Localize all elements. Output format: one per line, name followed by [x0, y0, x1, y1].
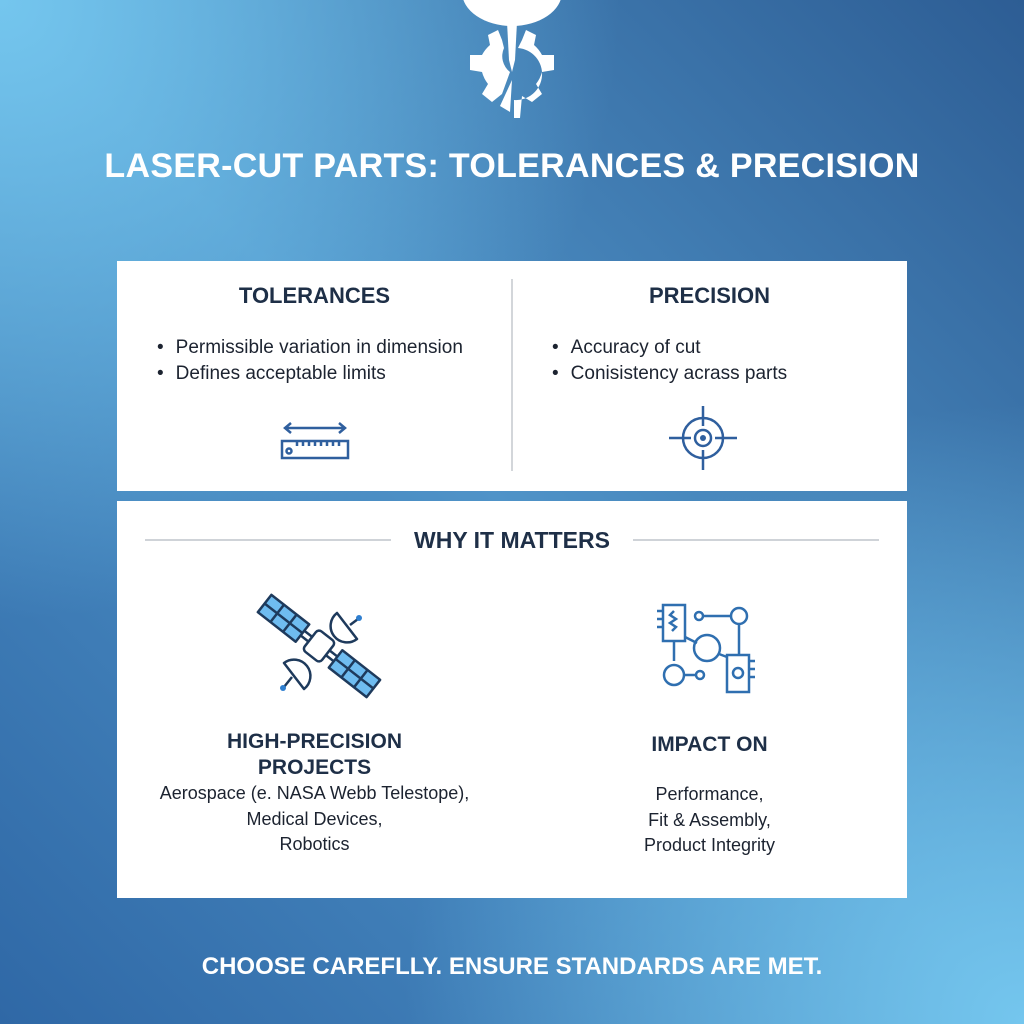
definitions-panel [117, 261, 907, 491]
projects-line: Robotics [279, 834, 350, 854]
page-title: LASER-CUT PARTS: TOLERANCES & PRECISION [104, 147, 920, 185]
projects-line: Aerospace (e. NASA Webb Telestope), [159, 783, 470, 803]
impact-line: Performance, [655, 784, 764, 804]
projects-line: Medical Devices, [246, 808, 383, 829]
crosshair-target-icon [667, 404, 739, 472]
precision-list [552, 335, 787, 387]
projects-heading-line: PROJECTS [257, 756, 372, 779]
why-header [145, 527, 879, 553]
list-item: • Defines acceptable limits [157, 361, 463, 387]
impact-line: Fit & Assembly, [648, 809, 771, 830]
precision-column [512, 261, 907, 491]
list-item: • Permissible variation in dimension [157, 335, 463, 361]
impact-heading: IMPACT ON [651, 733, 768, 756]
high-precision-projects-section [117, 729, 512, 858]
impact-line: Product Integrity [643, 835, 776, 855]
satellite-icon [252, 591, 387, 701]
why-it-matters-panel [117, 501, 907, 898]
laser-gear-logo-icon [452, 0, 572, 125]
tolerances-heading: TOLERANCES [238, 283, 391, 308]
footer-tagline: CHOOSE CAREFLLY. ENSURE STANDARDS ARE MET. [201, 953, 823, 980]
list-item: • Accuracy of cut [552, 335, 787, 361]
projects-heading-line: HIGH-PRECISION [226, 730, 402, 753]
impact-section [512, 732, 907, 859]
precision-heading: PRECISION [648, 283, 771, 308]
ruler-arrow-icon [277, 419, 353, 463]
tolerances-list [157, 335, 463, 387]
divider-line [633, 539, 879, 541]
list-item: • Conisistency acrass parts [552, 361, 787, 387]
why-heading: WHY IT MATTERS [414, 527, 610, 553]
tolerances-column [117, 261, 512, 491]
circuit-devices-icon [657, 601, 757, 696]
